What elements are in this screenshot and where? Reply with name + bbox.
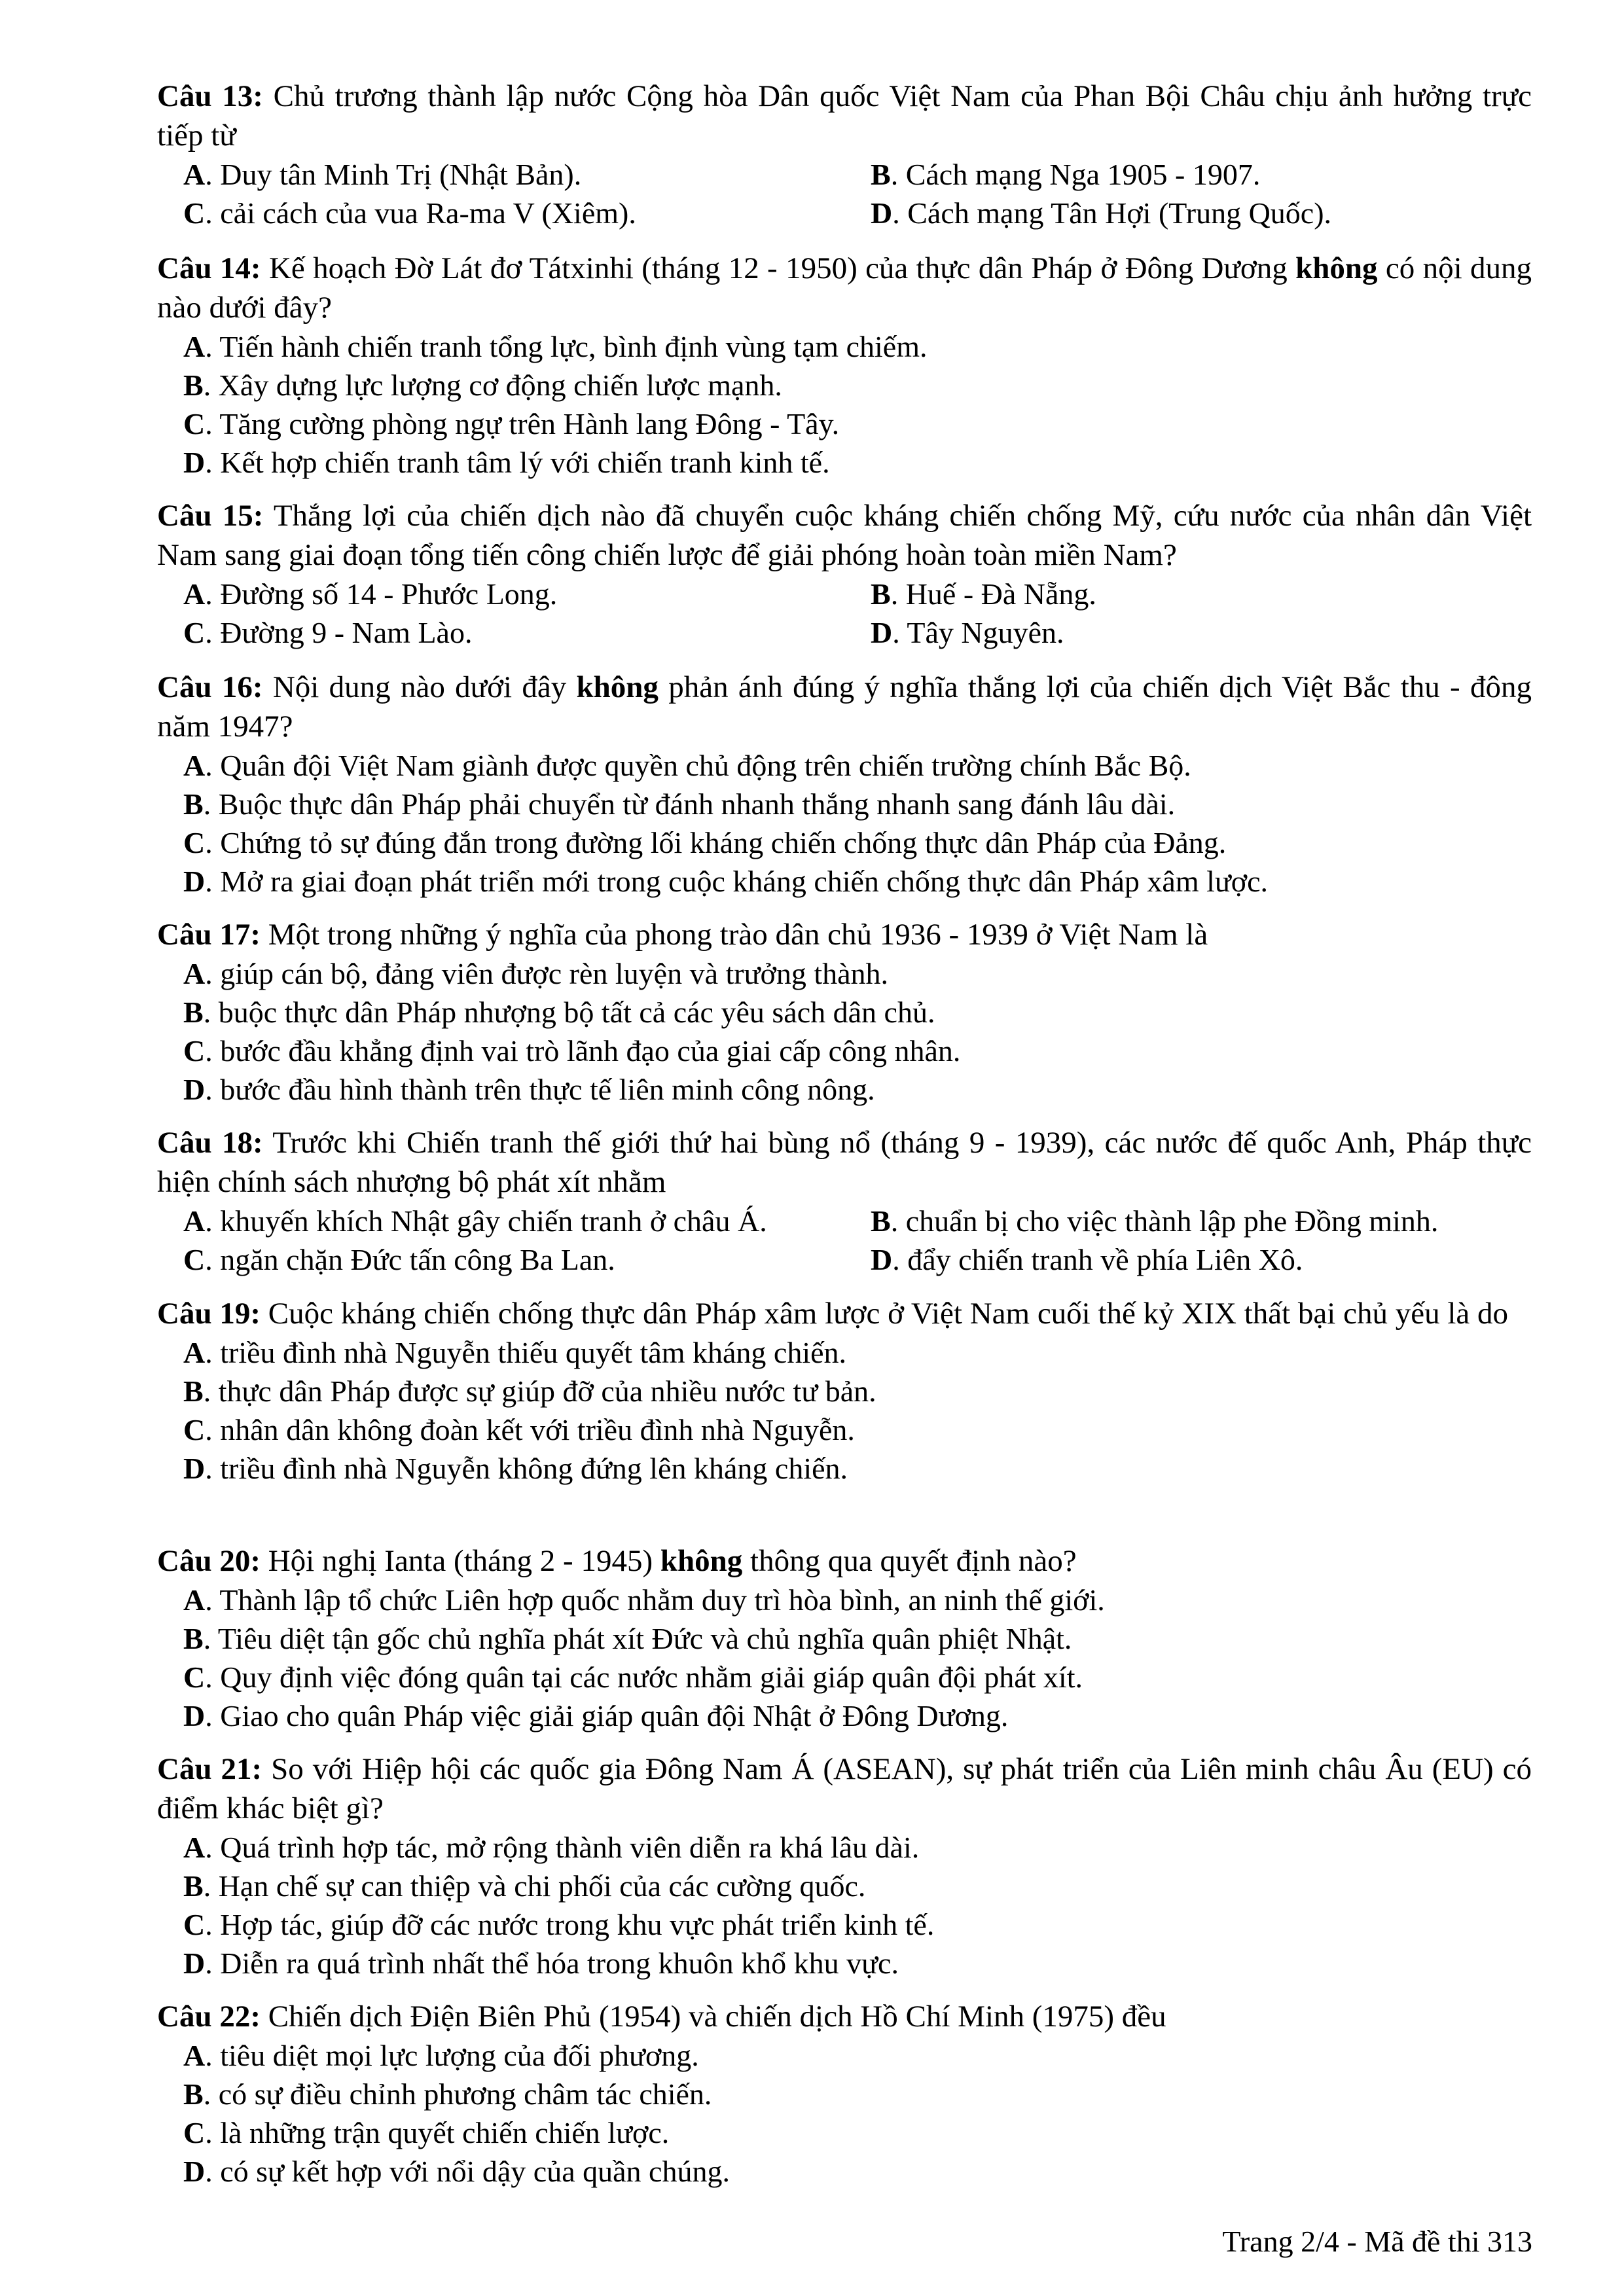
option-letter: B <box>183 368 204 402</box>
option-letter: C <box>183 196 206 230</box>
option-b <box>157 1372 1532 1410</box>
stem-text: có nội dung nào dưới đây? <box>157 251 1532 325</box>
option-text: . bước đầu hình thành trên thực tế liên minh công nông. <box>205 1073 875 1106</box>
option-letter: D <box>871 196 893 230</box>
option-d <box>844 194 1532 232</box>
option-d <box>157 1449 1532 1488</box>
question-label: Câu 21: <box>157 1752 262 1786</box>
option-text: . Quy định việc đóng quân tại các nước nhằm giải giáp quân đội phát xít. <box>205 1660 1083 1694</box>
option-letter: C <box>183 1660 206 1694</box>
option-c <box>157 1658 1532 1696</box>
option-text: . Cách mạng Nga 1905 - 1907. <box>890 158 1261 191</box>
option-letter: A <box>183 749 206 782</box>
option-d <box>157 862 1532 901</box>
option-b <box>844 575 1532 613</box>
option-a <box>157 1333 1532 1372</box>
question-19 <box>157 1294 1532 1488</box>
option-letter: D <box>183 1699 206 1732</box>
option-c <box>157 823 1532 862</box>
option-text: . Đường 9 - Nam Lào. <box>205 616 473 649</box>
option-letter: C <box>183 1243 206 1276</box>
question-label: Câu 17: <box>157 918 261 952</box>
option-text: . bước đầu khẳng định vai trò lãnh đạo của giai cấp công nhân. <box>205 1034 961 1067</box>
question-stem <box>157 1997 1532 2036</box>
question-label: Câu 15: <box>157 499 264 533</box>
question-22 <box>157 1997 1532 2191</box>
option-text: . Hợp tác, giúp đỡ các nước trong khu vực phát triển kinh tế. <box>205 1908 935 1941</box>
option-text: . triều đình nhà Nguyễn thiếu quyết tâm kháng chiến. <box>205 1336 847 1369</box>
question-stem <box>157 77 1532 155</box>
question-stem <box>157 1294 1532 1333</box>
option-letter: B <box>183 1622 204 1655</box>
stem-text: Chủ trương thành lập nước Cộng hòa Dân quốc Việt Nam của Phan Bội Châu chịu ảnh hưởng trực tiếp từ <box>157 79 1532 152</box>
question-18 <box>157 1123 1532 1279</box>
option-text: . buộc thực dân Pháp nhượng bộ tất cả các yêu sách dân chủ. <box>203 996 935 1029</box>
option-letter: A <box>183 577 206 611</box>
option-a <box>157 746 1532 785</box>
option-text: . Quân đội Việt Nam giành được quyền chủ động trên chiến trường chính Bắc Bộ. <box>205 749 1191 782</box>
option-a <box>157 155 844 194</box>
stem-emphasis: không <box>576 670 659 704</box>
option-text: . Giao cho quân Pháp việc giải giáp quân đội Nhật ở Đông Dương. <box>205 1699 1009 1732</box>
option-a <box>157 575 844 613</box>
option-b <box>157 785 1532 823</box>
option-text: . Tiến hành chiến tranh tổng lực, bình định vùng tạm chiếm. <box>205 330 928 363</box>
option-letter: D <box>183 1946 206 1980</box>
option-a <box>157 1202 844 1240</box>
option-text: . Buộc thực dân Pháp phải chuyển từ đánh nhanh thắng nhanh sang đánh lâu dài. <box>203 787 1176 821</box>
question-16 <box>157 668 1532 901</box>
option-letter: C <box>183 1034 206 1067</box>
stem-text: Hội nghị Ianta (tháng 2 - 1945) <box>268 1544 660 1578</box>
option-a <box>157 1581 1532 1619</box>
option-text: . Đường số 14 - Phước Long. <box>205 577 558 611</box>
option-text: . Duy tân Minh Trị (Nhật Bản). <box>205 158 582 191</box>
option-letter: B <box>183 1869 204 1903</box>
option-letter: C <box>183 2116 206 2149</box>
option-letter: B <box>871 577 891 611</box>
option-b <box>157 1619 1532 1658</box>
option-d <box>844 613 1532 652</box>
option-b <box>844 1202 1532 1240</box>
option-c <box>157 1031 1532 1070</box>
option-a <box>157 2036 1532 2075</box>
option-letter: B <box>183 996 204 1029</box>
question-stem <box>157 915 1532 954</box>
option-d <box>157 2152 1532 2191</box>
option-letter: D <box>183 1452 206 1485</box>
question-label: Câu 14: <box>157 251 261 285</box>
question-stem <box>157 1541 1532 1581</box>
question-stem <box>157 496 1532 575</box>
option-text: . tiêu diệt mọi lực lượng của đối phương. <box>205 2039 699 2072</box>
option-letter: C <box>183 1908 206 1941</box>
stem-text: Cuộc kháng chiến chống thực dân Pháp xâm lược ở Việt Nam cuối thế kỷ XIX thất bại chủ yếu là do <box>268 1297 1508 1331</box>
option-c <box>157 613 844 652</box>
question-20 <box>157 1541 1532 1735</box>
stem-text: Một trong những ý nghĩa của phong trào dân chủ 1936 - 1939 ở Việt Nam là <box>268 918 1208 952</box>
option-text: . giúp cán bộ, đảng viên được rèn luyện và trưởng thành. <box>205 957 889 990</box>
option-d <box>157 1696 1532 1735</box>
stem-text: phản ánh đúng ý nghĩa thắng lợi của chiến dịch Việt Bắc thu - đông năm 1947? <box>157 670 1532 744</box>
option-b <box>157 2075 1532 2113</box>
option-text: . Tây Nguyên. <box>892 616 1064 649</box>
option-text: . Mở ra giai đoạn phát triển mới trong cuộc kháng chiến chống thực dân Pháp xâm lược. <box>205 865 1269 898</box>
option-d <box>157 1944 1532 1982</box>
option-text: . Chứng tỏ sự đúng đắn trong đường lối kháng chiến chống thực dân Pháp của Đảng. <box>205 826 1227 859</box>
option-a <box>157 954 1532 993</box>
question-label: Câu 19: <box>157 1297 261 1331</box>
question-13 <box>157 77 1532 232</box>
question-17 <box>157 915 1532 1109</box>
stem-text: Trước khi Chiến tranh thế giới thứ hai bùng nổ (tháng 9 - 1939), các nước đế quốc Anh, Pháp thực hiện chính sách nhượng bộ phát xít nhằm <box>157 1126 1532 1199</box>
option-letter: C <box>183 1413 206 1446</box>
stem-text: Chiến dịch Điện Biên Phủ (1954) và chiến dịch Hồ Chí Minh (1975) đều <box>268 2000 1166 2034</box>
option-text: . Cách mạng Tân Hợi (Trung Quốc). <box>892 196 1332 230</box>
option-letter: C <box>183 826 206 859</box>
stem-text: Kế hoạch Đờ Lát đơ Tátxinhi (tháng 12 - 1950) của thực dân Pháp ở Đông Dương <box>268 251 1296 285</box>
option-text: . nhân dân không đoàn kết với triều đình nhà Nguyễn. <box>205 1413 855 1446</box>
stem-text: Nội dung nào dưới đây <box>272 670 577 704</box>
option-text: . Quá trình hợp tác, mở rộng thành viên diễn ra khá lâu dài. <box>205 1831 920 1864</box>
option-letter: B <box>871 158 891 191</box>
option-text: . Diễn ra quá trình nhất thể hóa trong khuôn khổ khu vực. <box>205 1946 899 1980</box>
option-b <box>157 366 1532 404</box>
option-c <box>157 2113 1532 2152</box>
question-label: Câu 18: <box>157 1126 263 1160</box>
option-text: . có sự kết hợp với nổi dậy của quần chúng. <box>205 2155 730 2188</box>
option-c <box>157 1905 1532 1944</box>
option-text: . cải cách của vua Ra-ma V (Xiêm). <box>205 196 636 230</box>
option-letter: A <box>183 330 206 363</box>
option-letter: D <box>183 1073 206 1106</box>
option-text: . Thành lập tổ chức Liên hợp quốc nhằm duy trì hòa bình, an ninh thế giới. <box>205 1583 1105 1617</box>
option-d <box>844 1240 1532 1279</box>
option-b <box>157 1867 1532 1905</box>
option-c <box>157 1240 844 1279</box>
option-letter: B <box>183 2077 204 2111</box>
option-letter: C <box>183 407 206 440</box>
option-letter: D <box>183 2155 206 2188</box>
stem-text: Thắng lợi của chiến dịch nào đã chuyển cuộc kháng chiến chống Mỹ, cứu nước của nhân dân Việt Nam sang giai đoạn tổng tiến công chiến lược để giải phóng hoàn toàn miền Nam? <box>157 499 1532 572</box>
option-text: . triều đình nhà Nguyễn không đứng lên kháng chiến. <box>205 1452 848 1485</box>
option-letter: C <box>183 616 206 649</box>
option-text: . thực dân Pháp được sự giúp đỡ của nhiều nước tư bản. <box>203 1374 876 1408</box>
question-14 <box>157 249 1532 482</box>
option-letter: D <box>871 616 893 649</box>
option-letter: B <box>183 1374 204 1408</box>
option-text: . khuyến khích Nhật gây chiến tranh ở châu Á. <box>205 1204 767 1238</box>
question-stem <box>157 1123 1532 1202</box>
stem-text: thông qua quyết định nào? <box>742 1544 1077 1578</box>
page-footer: Trang 2/4 - Mã đề thi 313 <box>1222 2225 1532 2258</box>
question-label: Câu 22: <box>157 2000 261 2034</box>
option-text: . chuẩn bị cho việc thành lập phe Đồng minh. <box>890 1204 1439 1238</box>
question-stem <box>157 1749 1532 1828</box>
option-letter: B <box>871 1204 891 1238</box>
question-15 <box>157 496 1532 652</box>
stem-text: So với Hiệp hội các quốc gia Đông Nam Á (ASEAN), sự phát triển của Liên minh châu Âu (EU) có điểm khác biệt gì? <box>157 1752 1532 1825</box>
option-letter: D <box>183 865 206 898</box>
option-c <box>157 404 1532 443</box>
option-c <box>157 1410 1532 1449</box>
option-letter: A <box>183 1583 206 1617</box>
option-letter: D <box>871 1243 893 1276</box>
option-letter: A <box>183 1831 206 1864</box>
option-text: . đẩy chiến tranh về phía Liên Xô. <box>892 1243 1303 1276</box>
option-letter: A <box>183 957 206 990</box>
option-text: . Xây dựng lực lượng cơ động chiến lược mạnh. <box>203 368 782 402</box>
stem-emphasis: không <box>660 1544 743 1578</box>
option-d <box>157 1070 1532 1109</box>
option-letter: D <box>183 446 206 479</box>
option-text: . Huế - Đà Nẵng. <box>890 577 1096 611</box>
option-letter: A <box>183 1336 206 1369</box>
option-letter: A <box>183 1204 206 1238</box>
option-letter: A <box>183 2039 206 2072</box>
question-stem <box>157 249 1532 327</box>
option-a <box>157 1828 1532 1867</box>
option-a <box>157 327 1532 366</box>
option-text: . Tiêu diệt tận gốc chủ nghĩa phát xít Đức và chủ nghĩa quân phiệt Nhật. <box>203 1622 1072 1655</box>
stem-emphasis: không <box>1295 251 1378 285</box>
question-stem <box>157 668 1532 746</box>
option-text: . Kết hợp chiến tranh tâm lý với chiến tranh kinh tế. <box>205 446 830 479</box>
question-21 <box>157 1749 1532 1982</box>
question-label: Câu 13: <box>157 79 263 113</box>
question-label: Câu 20: <box>157 1544 261 1578</box>
option-b <box>157 993 1532 1031</box>
question-label: Câu 16: <box>157 670 263 704</box>
option-letter: B <box>183 787 204 821</box>
option-text: . ngăn chặn Đức tấn công Ba Lan. <box>205 1243 615 1276</box>
option-text: . Hạn chế sự can thiệp và chi phối của các cường quốc. <box>203 1869 866 1903</box>
option-c <box>157 194 844 232</box>
option-text: . có sự điều chỉnh phương châm tác chiến. <box>203 2077 712 2111</box>
option-text: . là những trận quyết chiến chiến lược. <box>205 2116 670 2149</box>
option-letter: A <box>183 158 206 191</box>
option-d <box>157 443 1532 482</box>
option-b <box>844 155 1532 194</box>
option-text: . Tăng cường phòng ngự trên Hành lang Đông - Tây. <box>205 407 840 440</box>
